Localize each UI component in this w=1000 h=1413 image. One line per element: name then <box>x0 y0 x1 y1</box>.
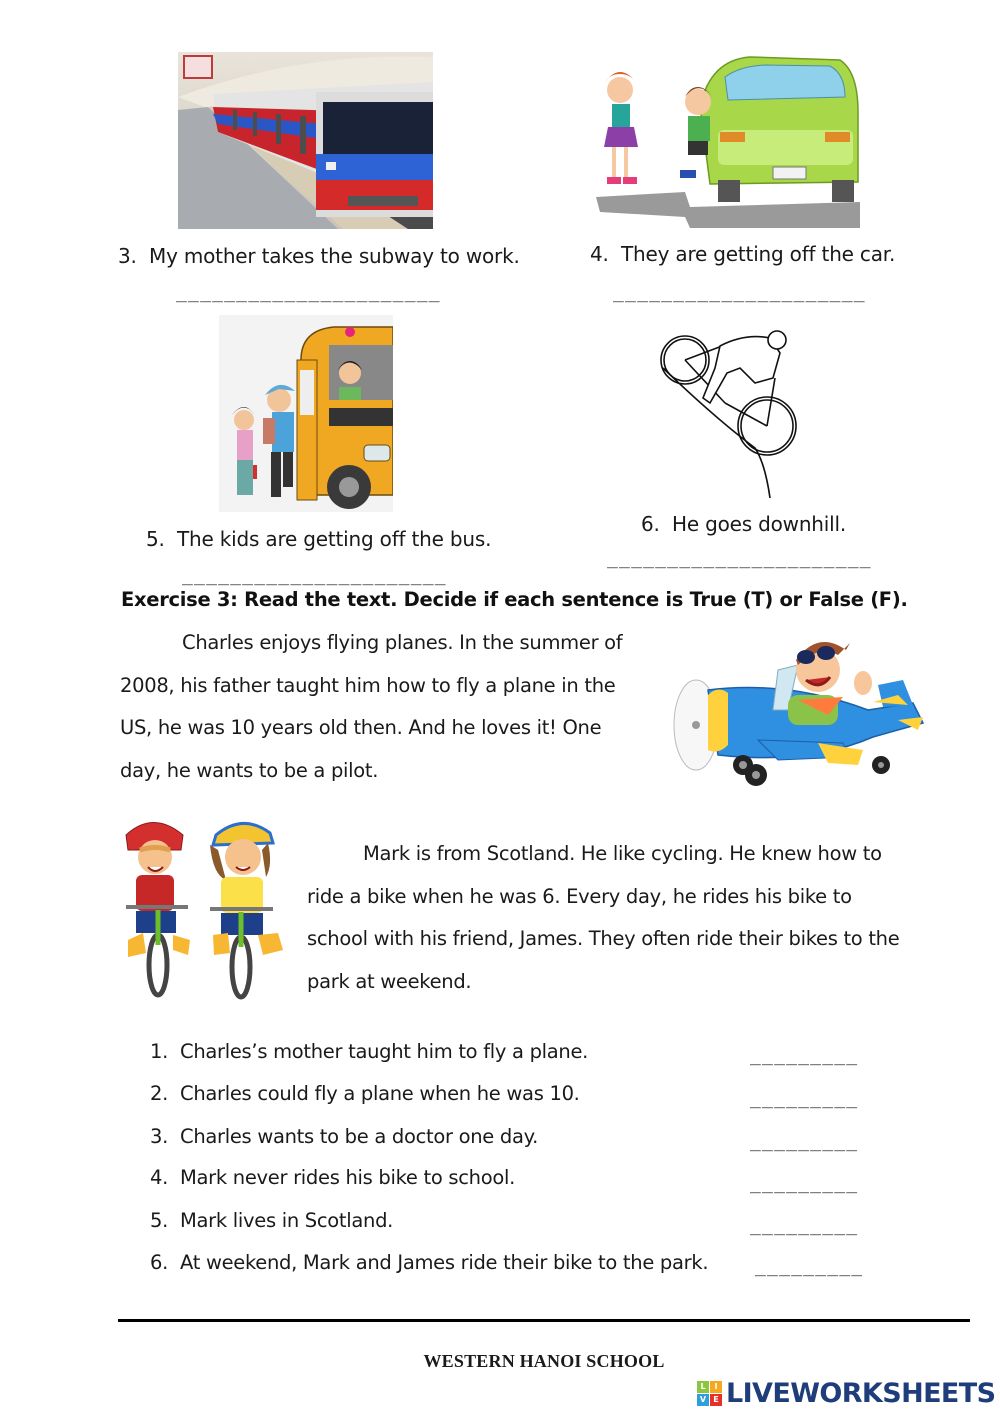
tf-question-3: 3. Charles wants to be a doctor one day. <box>150 1125 538 1148</box>
tf-question-6: 6. At weekend, Mark and James ride their bike to the park. <box>150 1251 709 1274</box>
school-name: WESTERN HANOI SCHOOL <box>423 1351 665 1371</box>
boy-airplane-image <box>668 625 928 795</box>
tf-answer-blank-5[interactable]: _________ <box>750 1215 859 1236</box>
answer-blank-4[interactable]: _____________________ <box>613 282 866 303</box>
exercise-3-title: Exercise 3: Read the text. Decide if each sentence is True (T) or False (F). <box>121 588 908 611</box>
sentence-3: 3. My mother takes the subway to work. <box>118 244 520 268</box>
school-bus-image <box>219 315 393 512</box>
cyclist-downhill-image <box>655 328 805 498</box>
sentence-5: 5. The kids are getting off the bus. <box>146 527 492 551</box>
footer-divider <box>118 1319 970 1322</box>
passage-mark: Mark is from Scotland. He like cycling. He knew how to ride a bike when he was 6. Every day, he rides his bike to school with his friend, James. They often ride their bikes to the park at weekend. <box>307 842 900 993</box>
subway-train-image <box>178 52 433 229</box>
tf-question-5: 5. Mark lives in Scotland. <box>150 1209 394 1232</box>
answer-blank-3[interactable]: ______________________ <box>176 282 441 303</box>
tf-question-2: 2. Charles could fly a plane when he was 10. <box>150 1082 580 1105</box>
answer-blank-5[interactable]: ______________________ <box>182 565 447 586</box>
passage-charles: Charles enjoys flying planes. In the summer of 2008, his father taught him how to fly a plane in the US, he was 10 years old then. And he loves it! One day, he wants to be a pilot. <box>120 631 623 782</box>
kids-car-image <box>590 52 868 228</box>
kids-bikes-image <box>118 815 298 1000</box>
tf-answer-blank-1[interactable]: _________ <box>750 1045 859 1066</box>
tf-question-4: 4. Mark never rides his bike to school. <box>150 1166 515 1189</box>
brand-name: LIVEWORKSHEETS <box>726 1378 996 1409</box>
tf-answer-blank-4[interactable]: _________ <box>750 1173 859 1194</box>
answer-blank-6[interactable]: ______________________ <box>607 548 872 569</box>
tf-answer-blank-2[interactable]: _________ <box>750 1088 859 1109</box>
sentence-4: 4. They are getting off the car. <box>590 242 896 266</box>
sentence-6: 6. He goes downhill. <box>641 512 846 536</box>
tf-answer-blank-6[interactable]: _________ <box>755 1256 864 1277</box>
liveworksheets-logo <box>697 1378 995 1409</box>
tf-answer-blank-3[interactable]: _________ <box>750 1131 859 1152</box>
tf-question-1: 1. Charles’s mother taught him to fly a plane. <box>150 1040 589 1063</box>
live-tiles-icon: L I V E <box>697 1381 722 1406</box>
